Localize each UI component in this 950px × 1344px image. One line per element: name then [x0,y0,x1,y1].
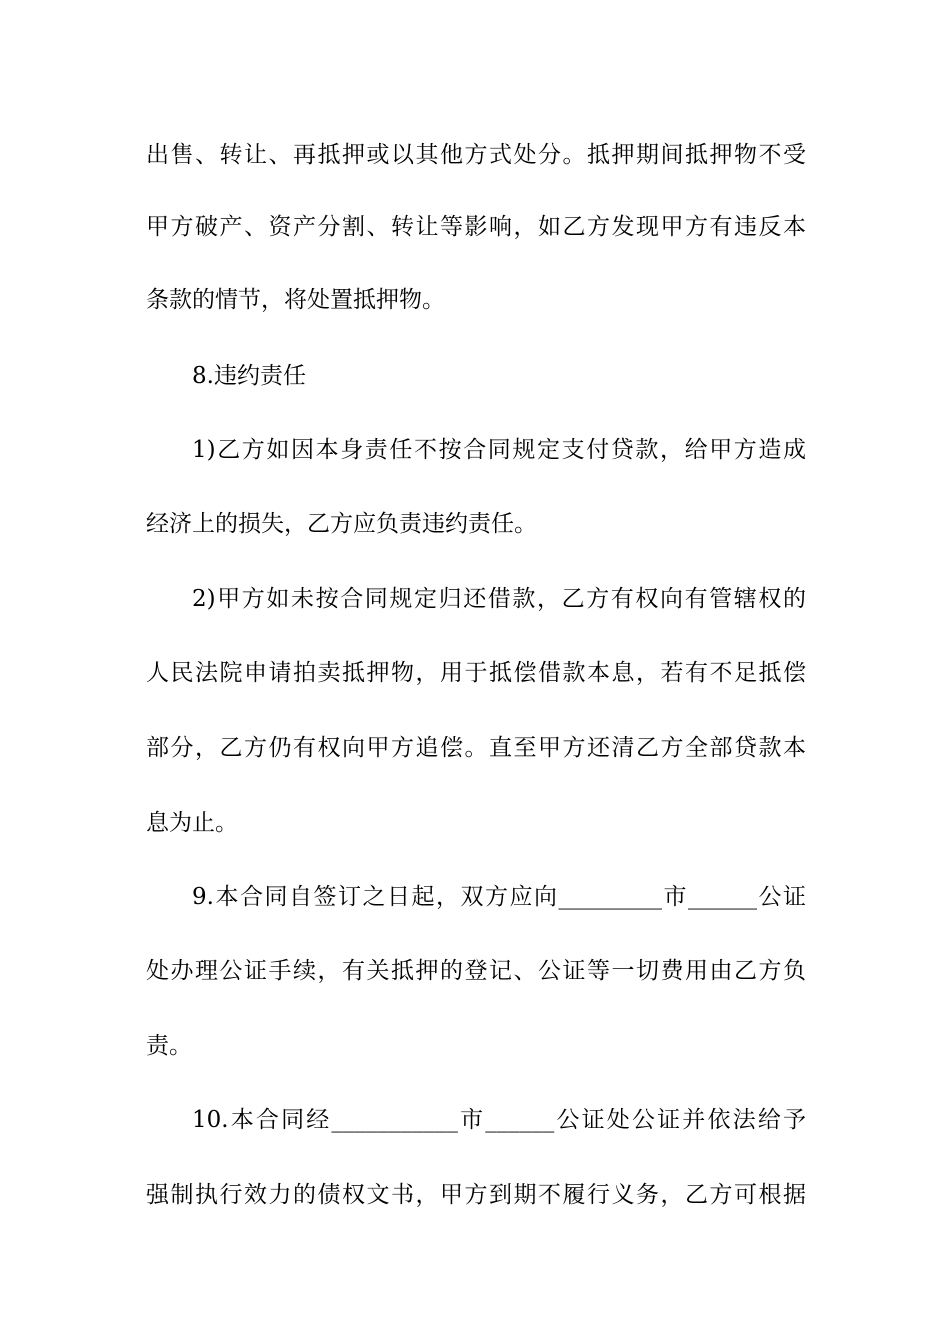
paragraph-line: 部分，乙方仍有权向甲方追偿。直至甲方还清乙方全部贷款本 [146,735,806,761]
paragraph-line: 1)乙方如因本身责任不按合同规定支付贷款，给甲方造成 [192,437,806,463]
section-heading: 8.违约责任 [192,363,306,389]
paragraph-line: 经济上的损失，乙方应负责违约责任。 [146,511,537,537]
paragraph-line: 处办理公证手续，有关抵押的登记、公证等一切费用由乙方负 [146,958,806,984]
paragraph-line: 息为止。 [146,810,238,836]
paragraph-line: 出售、转让、再抵押或以其他方式处分。抵押期间抵押物不受 [146,142,806,168]
paragraph-line: 条款的情节，将处置抵押物。 [146,287,445,313]
paragraph-line: 责。 [146,1033,192,1059]
paragraph-line: 10.本合同经___________市______公证处公证并依法给予 [192,1107,806,1133]
paragraph-line: 人民法院申请拍卖抵押物，用于抵偿借款本息，若有不足抵偿 [146,660,806,686]
paragraph-line: 甲方破产、资产分割、转让等影响，如乙方发现甲方有违反本 [146,214,806,240]
paragraph-line: 2)甲方如未按合同规定归还借款，乙方有权向有管辖权的 [192,586,806,612]
paragraph-line: 9.本合同自签订之日起，双方应向_________市______公证 [192,884,806,910]
paragraph-line: 强制执行效力的债权文书，甲方到期不履行义务，乙方可根据 [146,1182,806,1208]
